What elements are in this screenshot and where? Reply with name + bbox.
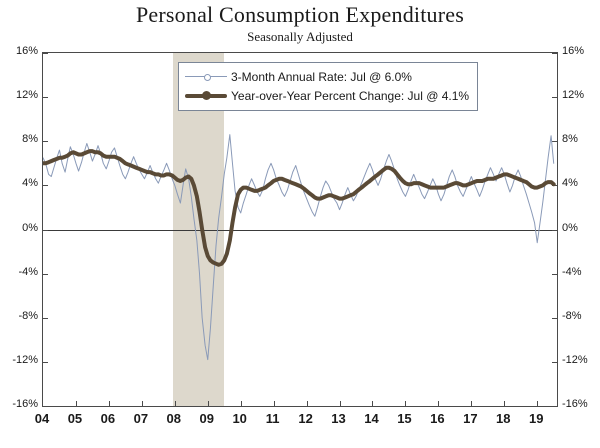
thick-line-swatch-icon — [185, 89, 227, 103]
legend-label-3-month-annual-rate: 3-Month Annual Rate: Jul @ 6.0% — [231, 69, 412, 84]
x-axis-label: 16 — [430, 411, 445, 426]
y-axis-label-right: -8% — [562, 309, 582, 322]
x-axis-label: 10 — [232, 411, 247, 426]
y-axis-label-right: -12% — [562, 353, 588, 366]
x-axis-label: 06 — [100, 411, 116, 426]
chart-legend — [178, 62, 478, 111]
chart-subtitle: Seasonally Adjusted — [247, 29, 353, 44]
y-axis-label-left: 16% — [15, 45, 38, 57]
y-axis-label-left: -4% — [18, 265, 38, 278]
legend-label-year-over-year: Year-over-Year Percent Change: Jul @ 4.1% — [231, 88, 470, 103]
x-axis-label: 07 — [133, 411, 149, 426]
y-axis-label-right: 0% — [562, 221, 578, 234]
x-axis-label: 17 — [463, 411, 478, 426]
x-axis-label: 13 — [331, 411, 346, 426]
y-axis-label-left: -12% — [12, 353, 38, 366]
y-axis-label-right: 8% — [562, 133, 578, 146]
y-axis-label-right: -16% — [562, 398, 588, 410]
y-tick-mark — [552, 406, 557, 407]
legend-item-3-month-annual-rate — [185, 67, 471, 86]
x-axis-label: 15 — [397, 411, 412, 426]
y-axis-label-left: 4% — [22, 177, 38, 190]
x-axis-label: 14 — [364, 411, 379, 426]
y-axis-label-left: 8% — [22, 133, 38, 146]
x-axis-label: 11 — [265, 411, 280, 426]
x-axis-label: 19 — [528, 411, 544, 426]
series-line-year-over-year — [43, 151, 554, 265]
y-axis-label-right: 16% — [562, 45, 585, 57]
x-axis-label: 05 — [67, 411, 83, 426]
y-axis-label-left: -8% — [18, 309, 38, 322]
series-line-three-month-annual-rate — [43, 135, 554, 360]
y-axis-label-left: 0% — [22, 221, 38, 234]
y-axis-label-right: -4% — [562, 265, 582, 278]
chart-title: Personal Consumption Expenditures — [135, 2, 465, 27]
x-axis-label: 18 — [496, 411, 511, 426]
x-axis-label: 04 — [34, 411, 50, 426]
legend-item-year-over-year — [185, 86, 471, 105]
x-axis-label: 09 — [199, 411, 214, 426]
x-axis-label: 12 — [298, 411, 313, 426]
x-axis-label: 08 — [166, 411, 182, 426]
thin-line-swatch-icon — [185, 70, 227, 84]
y-axis-label-right: 4% — [562, 177, 578, 190]
y-axis-label-left: 12% — [15, 89, 38, 102]
y-axis-label-left: -16% — [12, 398, 38, 410]
y-tick-mark — [43, 406, 48, 407]
y-axis-label-right: 12% — [562, 89, 585, 102]
